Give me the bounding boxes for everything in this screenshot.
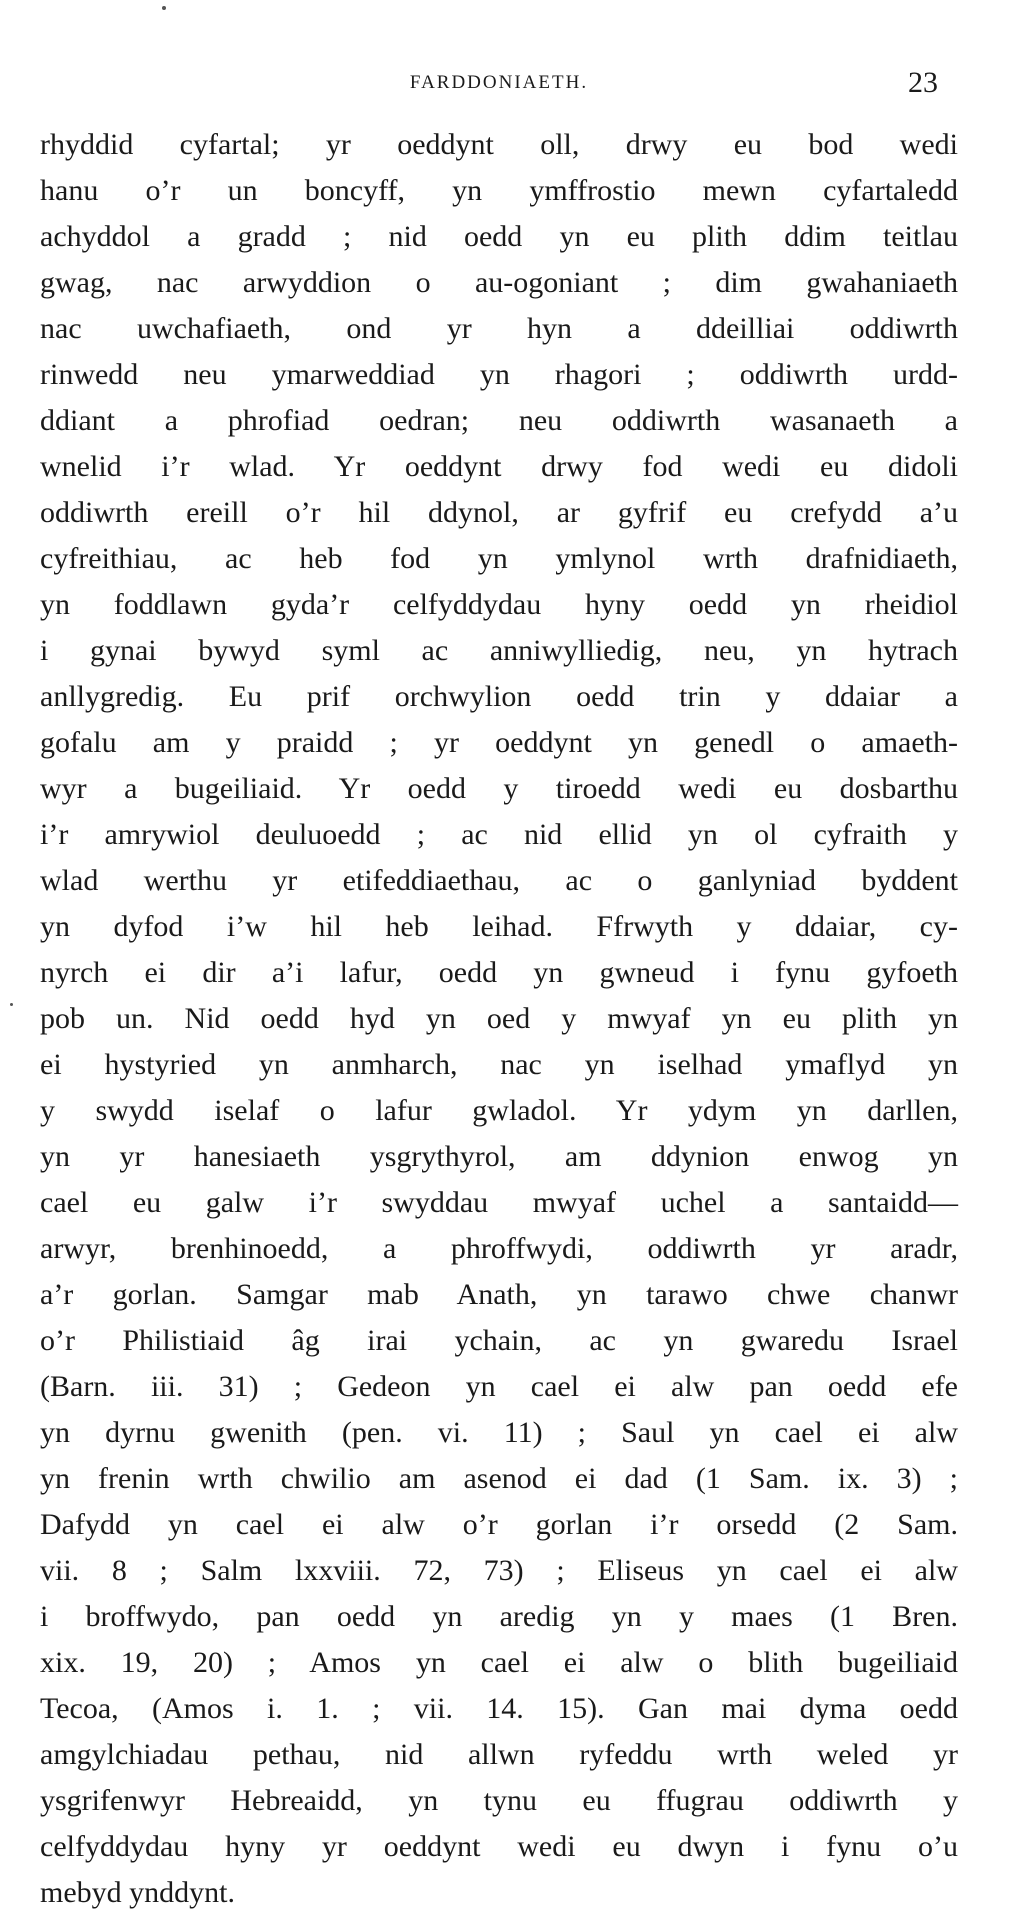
text-line: yn foddlawn gyda’r celfyddydau hyny oedd yn rheidiol xyxy=(40,588,958,621)
page-number: 23 xyxy=(908,66,938,99)
text-line: Dafydd yn cael ei alw o’r gorlan i’r orsedd (2 Sam. xyxy=(40,1508,958,1541)
print-speck xyxy=(162,6,166,10)
text-line: pob un. Nid oedd hyd yn oed y mwyaf yn eu plith yn xyxy=(40,1002,958,1035)
text-line: oddiwrth ereill o’r hil ddynol, ar gyfrif eu crefydd a’u xyxy=(40,496,958,529)
text-line: ddiant a phrofiad oedran; neu oddiwrth wasanaeth a xyxy=(40,404,958,437)
text-line: gwag, nac arwyddion o au-ogoniant ; dim gwahaniaeth xyxy=(40,266,958,299)
text-line: ei hystyried yn anmharch, nac yn iselhad ymaflyd yn xyxy=(40,1048,958,1081)
text-line: xix. 19, 20) ; Amos yn cael ei alw o blith bugeiliaid xyxy=(40,1646,958,1679)
text-line: anllygredig. Eu prif orchwylion oedd trin y ddaiar a xyxy=(40,680,958,713)
text-line: amgylchiadau pethau, nid allwn ryfeddu wrth weled yr xyxy=(40,1738,958,1771)
text-line: yn yr hanesiaeth ysgrythyrol, am ddynion enwog yn xyxy=(40,1140,958,1173)
text-line: (Barn. iii. 31) ; Gedeon yn cael ei alw pan oedd efe xyxy=(40,1370,958,1403)
text-line: hanu o’r un boncyff, yn ymffrostio mewn cyfartaledd xyxy=(40,174,958,207)
text-line: arwyr, brenhinoedd, a phroffwydi, oddiwrth yr aradr, xyxy=(40,1232,958,1265)
text-line: yn frenin wrth chwilio am asenod ei dad (1 Sam. ix. 3) ; xyxy=(40,1462,958,1495)
text-line: mebyd ynddynt. xyxy=(40,1876,235,1909)
text-line: cyfreithiau, ac heb fod yn ymlynol wrth drafnidiaeth, xyxy=(40,542,958,575)
text-line: rhyddid cyfartal; yr oeddynt oll, drwy eu bod wedi xyxy=(40,128,958,161)
book-page xyxy=(40,0,958,1909)
text-line: wyr a bugeiliaid. Yr oedd y tiroedd wedi eu dosbarthu xyxy=(40,772,958,805)
text-line: yn dyfod i’w hil heb leihad. Ffrwyth y ddaiar, cy- xyxy=(40,910,958,943)
text-line: i’r amrywiol deuluoedd ; ac nid ellid yn ol cyfraith y xyxy=(40,818,958,851)
text-line: wnelid i’r wlad. Yr oeddynt drwy fod wedi eu didoli xyxy=(40,450,958,483)
text-line: a’r gorlan. Samgar mab Anath, yn tarawo chwe chanwr xyxy=(40,1278,958,1311)
text-line: i gynai bywyd syml ac anniwylliedig, neu, yn hytrach xyxy=(40,634,958,667)
text-line: gofalu am y praidd ; yr oeddynt yn genedl o amaeth- xyxy=(40,726,958,759)
running-head xyxy=(40,66,958,106)
text-line: rinwedd neu ymarweddiad yn rhagori ; oddiwrth urdd- xyxy=(40,358,958,391)
text-line: nyrch ei dir a’i lafur, oedd yn gwneud i fynu gyfoeth xyxy=(40,956,958,989)
text-line: o’r Philistiaid âg irai ychain, ac yn gwaredu Israel xyxy=(40,1324,958,1357)
text-line: Tecoa, (Amos i. 1. ; vii. 14. 15). Gan mai dyma oedd xyxy=(40,1692,958,1725)
text-line: ysgrifenwyr Hebreaidd, yn tynu eu ffugrau oddiwrth y xyxy=(40,1784,958,1817)
text-line: achyddol a gradd ; nid oedd yn eu plith ddim teitlau xyxy=(40,220,958,253)
text-line: y swydd iselaf o lafur gwladol. Yr ydym yn darllen, xyxy=(40,1094,958,1127)
text-line: vii. 8 ; Salm lxxviii. 72, 73) ; Eliseus yn cael ei alw xyxy=(40,1554,958,1587)
text-line: i broffwydo, pan oedd yn aredig yn y maes (1 Bren. xyxy=(40,1600,958,1633)
text-line: celfyddydau hyny yr oeddynt wedi eu dwyn i fynu o’u xyxy=(40,1830,958,1863)
text-line: nac uwchafiaeth, ond yr hyn a ddeilliai oddiwrth xyxy=(40,312,958,345)
text-line: cael eu galw i’r swyddau mwyaf uchel a santaidd— xyxy=(40,1186,958,1219)
text-line: yn dyrnu gwenith (pen. vi. 11) ; Saul yn cael ei alw xyxy=(40,1416,958,1449)
running-title: FARDDONIAETH. xyxy=(409,72,589,93)
print-speck xyxy=(10,1003,13,1006)
body-text xyxy=(40,122,958,1916)
text-line: wlad werthu yr etifeddiaethau, ac o ganlyniad byddent xyxy=(40,864,958,897)
